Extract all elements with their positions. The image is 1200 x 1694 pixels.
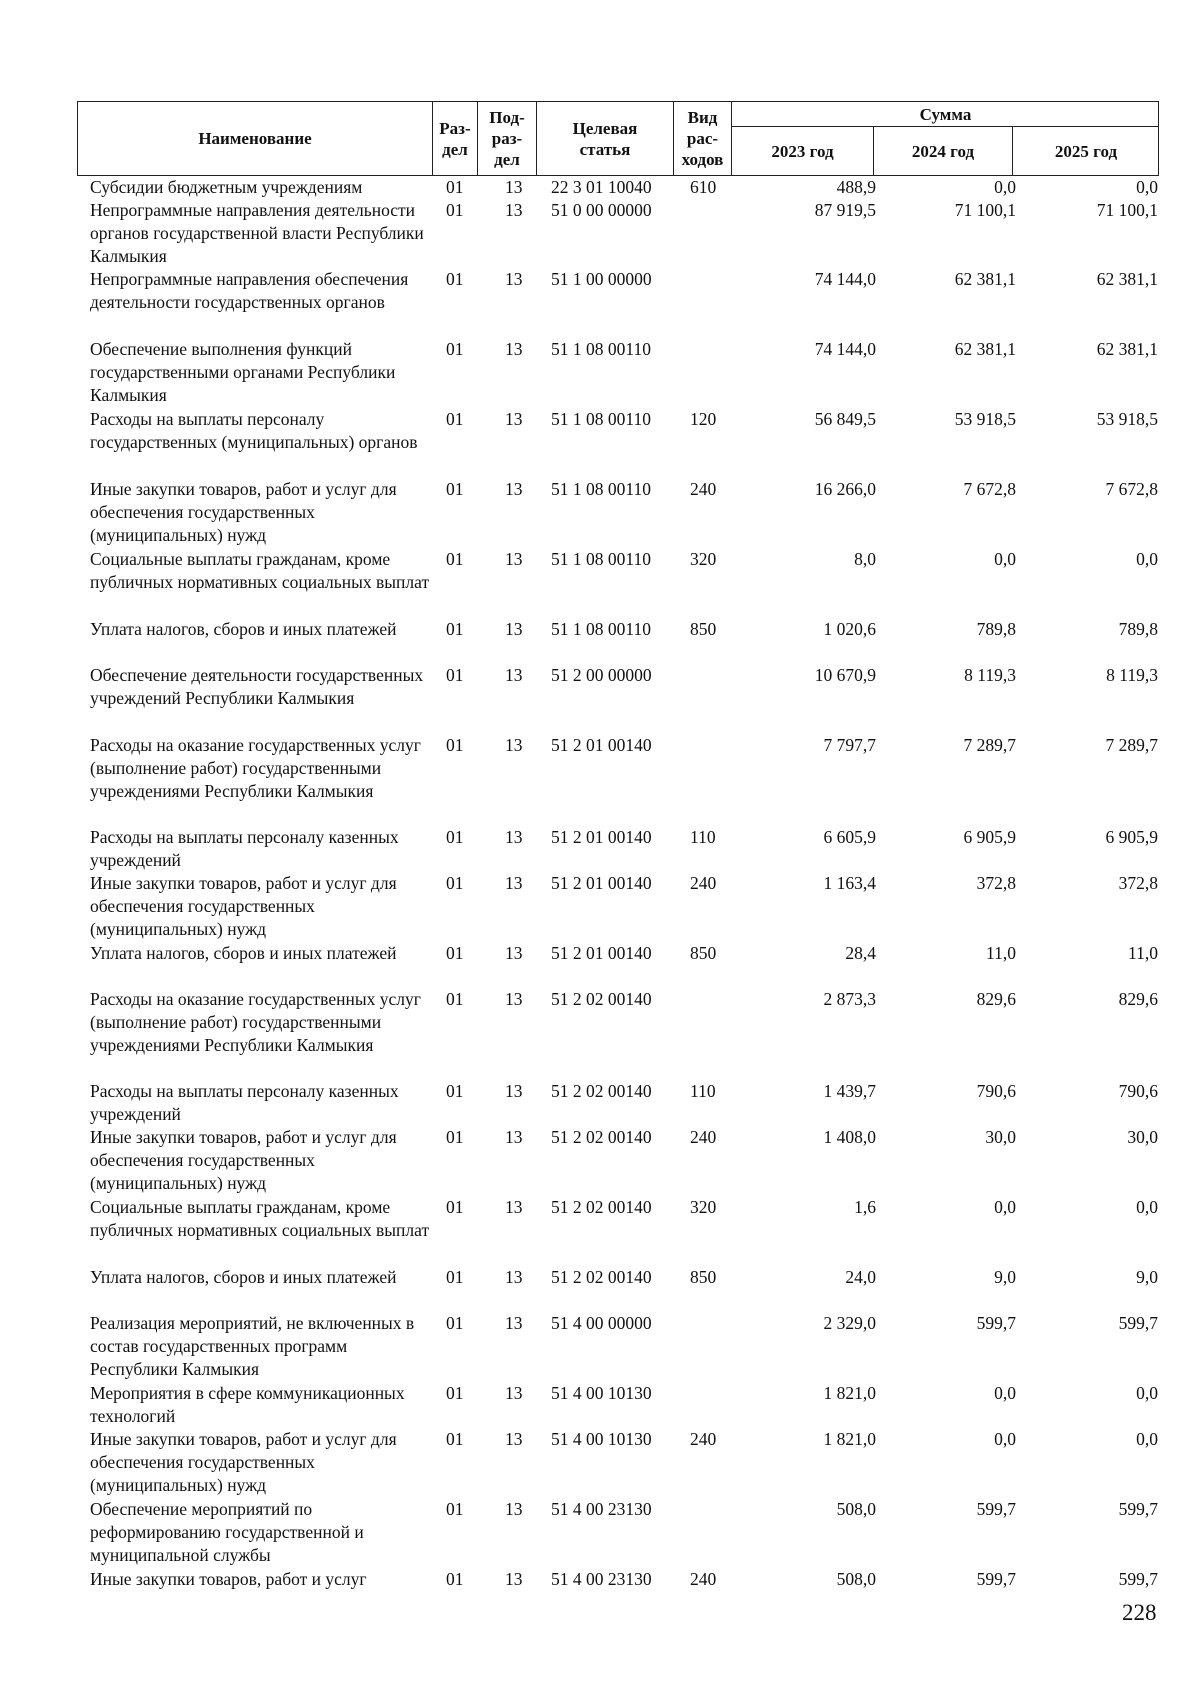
row-value-2024: 9,0	[994, 1267, 1016, 1287]
row-value-2025: 599,7	[1118, 1499, 1158, 1519]
row-subsection: 13	[505, 1429, 523, 1449]
row-subsection: 13	[505, 200, 523, 220]
row-value-2023: 24,0	[845, 1267, 876, 1287]
header-year-2025: 2025 год	[1054, 141, 1118, 161]
row-target: 51 2 01 00140	[551, 827, 652, 847]
row-kind: 850	[690, 619, 717, 639]
page-number: 228	[1122, 1600, 1157, 1625]
row-value-2023: 10 670,9	[814, 665, 876, 685]
row-value-2023: 488,9	[836, 177, 876, 197]
row-value-2025: 829,6	[1118, 989, 1158, 1009]
row-value-2025: 8 119,3	[1106, 665, 1158, 685]
row-value-2025: 372,8	[1118, 873, 1158, 893]
row-name: Иные закупки товаров, работ и услуг для обеспечения государственных (муниципальных) нужд	[90, 1127, 397, 1193]
row-value-2025: 53 918,5	[1096, 409, 1158, 429]
row-value-2025: 6 905,9	[1105, 827, 1158, 847]
row-kind: 320	[690, 1197, 717, 1217]
row-section: 01	[446, 1499, 464, 1519]
row-value-2024: 829,6	[976, 989, 1016, 1009]
row-value-2024: 599,7	[976, 1313, 1016, 1333]
row-section: 01	[446, 549, 464, 569]
row-kind: 240	[690, 479, 717, 499]
header-section-line: Раз-	[439, 118, 471, 138]
row-subsection: 13	[505, 1569, 523, 1589]
row-value-2024: 7 289,7	[963, 735, 1016, 755]
row-target: 51 2 02 00140	[551, 989, 652, 1009]
row-name: Уплата налогов, сборов и иных платежей	[90, 619, 397, 639]
header-target-line: Целевая	[572, 118, 638, 138]
row-kind: 240	[690, 1569, 717, 1589]
row-target: 51 2 02 00140	[551, 1127, 652, 1147]
header-name: Наименование	[198, 129, 312, 148]
header-target	[537, 102, 673, 175]
row-subsection: 13	[505, 989, 523, 1009]
row-name: Иные закупки товаров, работ и услуг для обеспечения государственных (муниципальных) нужд	[90, 873, 397, 939]
row-name: Иные закупки товаров, работ и услуг для обеспечения государственных (муниципальных) нужд	[90, 479, 397, 545]
row-target: 51 2 02 00140	[551, 1081, 652, 1101]
row-target: 51 1 08 00110	[551, 409, 651, 429]
row-target: 51 2 02 00140	[551, 1267, 652, 1287]
row-section: 01	[446, 827, 464, 847]
row-subsection: 13	[505, 339, 523, 359]
row-subsection: 13	[505, 1127, 523, 1147]
row-kind: 120	[690, 409, 717, 429]
row-value-2023: 74 144,0	[814, 339, 876, 359]
row-kind: 850	[690, 943, 717, 963]
row-section: 01	[446, 339, 464, 359]
row-name: Социальные выплаты гражданам, кроме публичных нормативных социальных выплат	[90, 1197, 430, 1240]
row-value-2024: 372,8	[976, 873, 1016, 893]
row-target: 51 2 01 00140	[551, 873, 652, 893]
row-name: Расходы на оказание государственных услуг (выполнение работ) государственными учреждениями Республики Калмыкия	[90, 735, 421, 801]
row-section: 01	[446, 665, 464, 685]
row-value-2023: 508,0	[836, 1499, 876, 1519]
row-name: Непрограммные направления деятельности органов государственной власти Республики Калмыкия	[90, 200, 424, 266]
row-target: 51 4 00 10130	[551, 1383, 652, 1403]
row-kind: 240	[690, 1127, 717, 1147]
row-name: Непрограммные направления обеспечения деятельности государственных органов	[90, 269, 409, 312]
header-target-line: статья	[579, 139, 631, 159]
row-subsection: 13	[505, 873, 523, 893]
row-value-2024: 8 119,3	[964, 665, 1016, 685]
row-value-2023: 6 605,9	[823, 827, 876, 847]
row-value-2023: 1 020,6	[823, 619, 876, 639]
row-name: Уплата налогов, сборов и иных платежей	[90, 1267, 397, 1287]
row-subsection: 13	[505, 549, 523, 569]
row-value-2025: 11,0	[1128, 943, 1158, 963]
row-name: Мероприятия в сфере коммуникационных технологий	[90, 1383, 405, 1426]
row-value-2025: 789,8	[1118, 619, 1158, 639]
row-value-2024: 599,7	[976, 1499, 1016, 1519]
row-kind: 240	[690, 1429, 717, 1449]
row-name: Расходы на выплаты персоналу казенных учреждений	[90, 1081, 399, 1124]
header-kind-line: Вид	[687, 108, 718, 127]
row-name: Расходы на выплаты персоналу казенных учреждений	[90, 827, 399, 870]
row-value-2023: 1 408,0	[823, 1127, 876, 1147]
row-target: 51 2 00 00000	[551, 665, 652, 685]
row-section: 01	[446, 619, 464, 639]
row-target: 51 1 08 00110	[551, 619, 651, 639]
row-section: 01	[446, 1569, 464, 1589]
header-subsection-line: раз-	[491, 129, 523, 148]
row-name: Иные закупки товаров, работ и услуг для обеспечения государственных (муниципальных) нужд	[90, 1429, 397, 1495]
row-kind: 320	[690, 549, 717, 569]
row-value-2023: 2 329,0	[823, 1313, 876, 1333]
row-section: 01	[446, 177, 464, 197]
row-kind: 110	[690, 827, 716, 847]
header-kind-line: ходов	[681, 150, 724, 169]
row-value-2024: 11,0	[986, 943, 1016, 963]
row-kind: 110	[690, 1081, 716, 1101]
row-section: 01	[446, 1081, 464, 1101]
header-subsection-line: Под-	[489, 108, 525, 127]
row-value-2025: 62 381,1	[1096, 269, 1158, 289]
row-value-2025: 7 289,7	[1105, 735, 1158, 755]
row-subsection: 13	[505, 269, 523, 289]
header-subsection	[478, 102, 536, 175]
row-kind: 240	[690, 873, 717, 893]
row-target: 51 1 08 00110	[551, 549, 651, 569]
row-target: 51 4 00 10130	[551, 1429, 652, 1449]
row-target: 51 4 00 23130	[551, 1569, 652, 1589]
header-subsection-line: дел	[494, 150, 520, 169]
row-subsection: 13	[505, 177, 523, 197]
row-value-2025: 9,0	[1136, 1267, 1158, 1287]
header-sum: Сумма	[919, 104, 972, 124]
row-section: 01	[446, 1127, 464, 1147]
row-value-2024: 0,0	[994, 177, 1016, 197]
row-value-2024: 53 918,5	[954, 409, 1016, 429]
header-section-line: дел	[442, 139, 468, 159]
row-value-2024: 0,0	[994, 1383, 1016, 1403]
row-value-2024: 7 672,8	[963, 479, 1016, 499]
row-target: 51 1 08 00110	[551, 339, 651, 359]
header-year-2024: 2024 год	[911, 141, 975, 161]
row-target: 51 0 00 00000	[551, 200, 652, 220]
row-target: 51 2 01 00140	[551, 943, 652, 963]
row-kind: 850	[690, 1267, 717, 1287]
row-name: Обеспечение деятельности государственных учреждений Республики Калмыкия	[90, 665, 424, 708]
row-section: 01	[446, 943, 464, 963]
row-value-2024: 790,6	[976, 1081, 1016, 1101]
row-value-2023: 7 797,7	[823, 735, 876, 755]
row-value-2024: 62 381,1	[954, 339, 1016, 359]
row-value-2023: 1 821,0	[823, 1383, 876, 1403]
row-subsection: 13	[505, 479, 523, 499]
row-value-2023: 87 919,5	[814, 200, 876, 220]
row-name: Реализация мероприятий, не включенных в состав государственных программ Республики Калмыкия	[90, 1313, 415, 1379]
row-value-2023: 508,0	[836, 1569, 876, 1589]
row-section: 01	[446, 1267, 464, 1287]
row-target: 51 1 08 00110	[551, 479, 651, 499]
row-name: Обеспечение мероприятий по реформированию государственной и муниципальной службы	[90, 1499, 364, 1565]
row-subsection: 13	[505, 1313, 523, 1333]
row-value-2024: 0,0	[994, 1197, 1016, 1217]
row-section: 01	[446, 1313, 464, 1333]
row-value-2023: 16 266,0	[814, 479, 876, 499]
row-section: 01	[446, 873, 464, 893]
row-value-2024: 6 905,9	[963, 827, 1016, 847]
row-section: 01	[446, 989, 464, 1009]
row-name: Обеспечение выполнения функций государственными органами Республики Калмыкия	[90, 339, 396, 405]
row-value-2024: 599,7	[976, 1569, 1016, 1589]
row-value-2025: 0,0	[1136, 1197, 1158, 1217]
row-value-2025: 0,0	[1136, 1429, 1158, 1449]
row-name: Расходы на выплаты персоналу государственных (муниципальных) органов	[90, 409, 418, 452]
row-value-2025: 7 672,8	[1105, 479, 1158, 499]
row-name: Уплата налогов, сборов и иных платежей	[90, 943, 397, 963]
row-subsection: 13	[505, 665, 523, 685]
header-section	[433, 102, 477, 175]
row-subsection: 13	[505, 1267, 523, 1287]
row-section: 01	[446, 1429, 464, 1449]
row-section: 01	[446, 735, 464, 755]
row-target: 51 4 00 00000	[551, 1313, 652, 1333]
row-subsection: 13	[505, 409, 523, 429]
row-value-2025: 0,0	[1136, 177, 1158, 197]
row-value-2025: 71 100,1	[1096, 200, 1158, 220]
row-section: 01	[446, 479, 464, 499]
row-target: 51 4 00 23130	[551, 1499, 652, 1519]
row-value-2025: 30,0	[1127, 1127, 1158, 1147]
row-subsection: 13	[505, 619, 523, 639]
row-value-2023: 1 821,0	[823, 1429, 876, 1449]
row-value-2023: 1 163,4	[823, 873, 876, 893]
row-kind: 610	[690, 177, 717, 197]
row-value-2023: 28,4	[845, 943, 876, 963]
row-value-2024: 789,8	[976, 619, 1016, 639]
row-value-2023: 8,0	[854, 549, 876, 569]
row-target: 51 1 00 00000	[551, 269, 652, 289]
header-year-2023: 2023 год	[771, 141, 834, 161]
row-section: 01	[446, 1197, 464, 1217]
row-target: 22 3 01 10040	[551, 177, 652, 197]
row-section: 01	[446, 269, 464, 289]
row-value-2025: 790,6	[1118, 1081, 1158, 1101]
row-section: 01	[446, 409, 464, 429]
row-name: Социальные выплаты гражданам, кроме публичных нормативных социальных выплат	[90, 549, 430, 592]
header-kind	[674, 102, 731, 175]
row-value-2023: 1 439,7	[823, 1081, 876, 1101]
row-section: 01	[446, 200, 464, 220]
row-subsection: 13	[505, 1499, 523, 1519]
row-value-2024: 62 381,1	[954, 269, 1016, 289]
row-subsection: 13	[505, 943, 523, 963]
row-section: 01	[446, 1383, 464, 1403]
row-value-2024: 71 100,1	[954, 200, 1016, 220]
row-value-2025: 0,0	[1136, 549, 1158, 569]
row-value-2024: 30,0	[985, 1127, 1016, 1147]
row-subsection: 13	[505, 827, 523, 847]
row-subsection: 13	[505, 1197, 523, 1217]
row-value-2025: 599,7	[1118, 1569, 1158, 1589]
row-value-2024: 0,0	[994, 549, 1016, 569]
row-value-2023: 56 849,5	[814, 409, 876, 429]
row-value-2025: 599,7	[1118, 1313, 1158, 1333]
row-value-2023: 74 144,0	[814, 269, 876, 289]
row-value-2023: 1,6	[854, 1197, 876, 1217]
row-target: 51 2 02 00140	[551, 1197, 652, 1217]
row-value-2024: 0,0	[994, 1429, 1016, 1449]
row-subsection: 13	[505, 1081, 523, 1101]
row-value-2025: 0,0	[1136, 1383, 1158, 1403]
row-name: Субсидии бюджетным учреждениям	[90, 177, 363, 197]
row-subsection: 13	[505, 735, 523, 755]
row-name: Расходы на оказание государственных услуг (выполнение работ) государственными учреждениями Республики Калмыкия	[90, 989, 421, 1055]
row-value-2025: 62 381,1	[1096, 339, 1158, 359]
row-subsection: 13	[505, 1383, 523, 1403]
row-value-2023: 2 873,3	[823, 989, 876, 1009]
row-target: 51 2 01 00140	[551, 735, 652, 755]
header-kind-line: рас-	[686, 129, 719, 148]
row-name: Иные закупки товаров, работ и услуг	[90, 1569, 367, 1589]
